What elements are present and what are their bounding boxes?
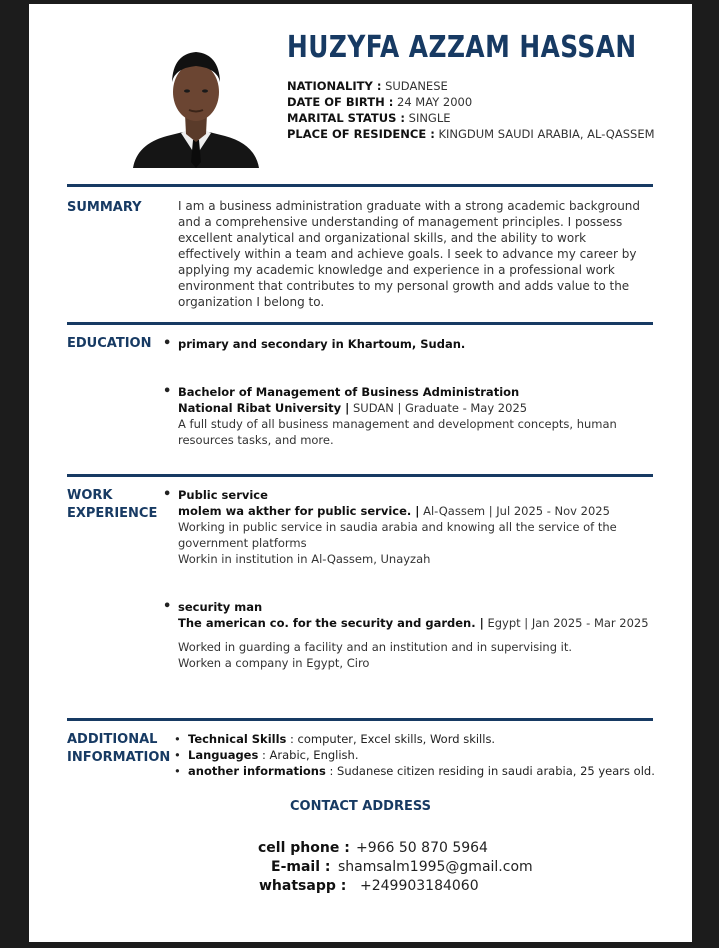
nationality-value: SUDANESE [385, 79, 448, 93]
candidate-name: HUZYFA AZZAM HASSAN [287, 30, 637, 65]
job-description: Worked in guarding a facility and an institution and in supervising it. [178, 640, 573, 654]
work-list [178, 487, 649, 671]
job-details: Al-Qassem | Jul 2025 - Nov 2025 [419, 504, 610, 518]
section-divider [67, 718, 653, 721]
education-description: A full study of all business management and development concepts, human resources tasks, and more. [178, 417, 617, 447]
email-value[interactable]: shamsalm1995@gmail.com [338, 859, 533, 875]
whatsapp-value[interactable]: +249903184060 [360, 878, 479, 894]
job-title: • security man [178, 599, 649, 615]
whatsapp-label: whatsapp : [259, 878, 347, 894]
contact-heading: CONTACT ADDRESS [289, 799, 431, 814]
resume-page [29, 4, 692, 942]
job-details: Egypt | Jan 2025 - Mar 2025 [483, 616, 649, 630]
dob-row [287, 94, 655, 110]
job-description: Working in public service in saudia arabia and knowing all the service of the government platforms [178, 520, 617, 550]
additional-list [188, 731, 655, 779]
job-title: • Public service [178, 487, 649, 503]
other-info-value: : Sudanese citizen residing in saudi arabia, 25 years old. [325, 764, 655, 778]
marital-row [287, 110, 655, 126]
contact-email-row [29, 858, 692, 877]
school-details: SUDAN | Graduate - May 2025 [349, 401, 528, 415]
education-list [178, 336, 648, 448]
additional-item [188, 763, 655, 779]
additional-heading [67, 731, 170, 767]
job-org: The american co. for the security and garden. | [178, 616, 484, 630]
email-label: E-mail : [271, 859, 331, 875]
phone-label: cell phone : [258, 840, 350, 856]
education-school-line [178, 400, 648, 416]
tech-skills-label: Technical Skills [188, 732, 287, 746]
work-heading-line1: WORK [67, 488, 113, 503]
work-heading-line2: EXPERIENCE [67, 506, 158, 521]
school-name: National Ribat University | [178, 401, 350, 415]
job-description: Worken a company in Egypt, Ciro [178, 656, 370, 670]
additional-item [188, 747, 655, 763]
residence-row [287, 126, 655, 142]
job-org: molem wa akther for public service. | [178, 504, 420, 518]
summary-heading: SUMMARY [67, 200, 142, 215]
contact-whatsapp-row [29, 877, 692, 896]
languages-value: : Arabic, English. [258, 748, 359, 762]
tech-skills-value: : computer, Excel skills, Word skills. [286, 732, 496, 746]
education-item-title: • Bachelor of Management of Business Administration [178, 384, 648, 400]
additional-heading-line1: ADDITIONAL [67, 732, 158, 747]
residence-value: KINGDUM SAUDI ARABIA, AL-QASSEM [438, 127, 655, 141]
additional-heading-line2: INFORMATION [67, 750, 171, 765]
job-org-line [178, 615, 649, 631]
section-divider [67, 184, 653, 187]
contact-phone-row [29, 839, 692, 858]
section-divider [67, 322, 653, 325]
residence-label: PLACE OF RESIDENCE : [287, 127, 435, 141]
phone-value[interactable]: +966 50 870 5964 [356, 840, 488, 856]
dob-label: DATE OF BIRTH : [287, 95, 394, 109]
personal-info [287, 78, 655, 142]
additional-item [188, 731, 655, 747]
contact-block [29, 839, 692, 896]
work-heading [67, 487, 157, 523]
marital-label: MARITAL STATUS : [287, 111, 405, 125]
marital-value: SINGLE [408, 111, 451, 125]
other-info-label: another informations [188, 764, 326, 778]
job-description: Workin in institution in Al-Qassem, Unayzah [178, 552, 431, 566]
education-item: • primary and secondary in Khartoum, Sudan. [178, 336, 648, 352]
dob-value: 24 MAY 2000 [397, 95, 473, 109]
profile-photo [131, 36, 261, 168]
education-heading: EDUCATION [67, 336, 152, 351]
languages-label: Languages [188, 748, 259, 762]
summary-text: I am a business administration graduate with a strong academic background and a comprehensive understanding of management principles. I possess excellent analytical and organizational skills, and the ability to work effectively within a team and achieve goals. I seek to advance my career by applying my academic knowledge and experience in a professional work environment that contributes to my personal growth and adds value to the organization I belong to. [178, 199, 641, 309]
section-divider [67, 474, 653, 477]
nationality-label: NATIONALITY : [287, 79, 382, 93]
nationality-row [287, 78, 655, 94]
job-org-line [178, 503, 649, 519]
